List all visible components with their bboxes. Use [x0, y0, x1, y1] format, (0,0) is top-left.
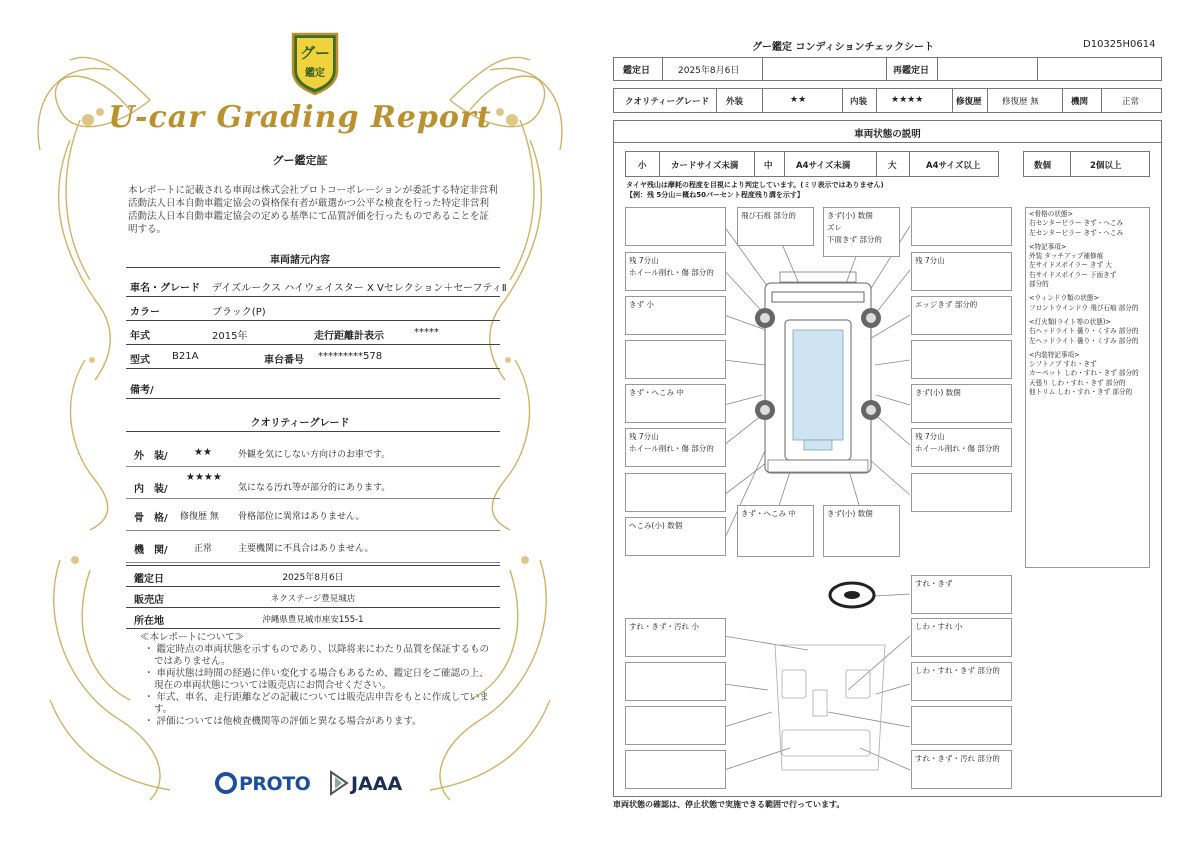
spec-row-name	[126, 274, 507, 297]
spec-row-model	[126, 346, 500, 369]
tire-note-1: タイヤ残山は摩耗の程度を目視により判定しています。(ミリ表示ではありません)	[626, 181, 884, 189]
grade-engine-label: 機 関/	[134, 545, 168, 556]
ext-value: ★★	[790, 95, 807, 105]
interior-box-left-back	[625, 750, 726, 789]
badge-top-text: グー	[299, 44, 330, 62]
grade-row-frame	[126, 504, 500, 531]
grade-exterior-label: 外 装/	[134, 451, 168, 462]
doc-id: D10325H0614	[1083, 39, 1156, 50]
damage-text: すれ・きず・汚れ 部分的	[915, 754, 1000, 763]
date-label: 鑑定日	[623, 66, 651, 76]
special-note-line: 部分的	[1029, 280, 1049, 289]
damage-box-right-mid	[911, 340, 1012, 379]
damage-text: しわ・すれ・きず 部分的	[915, 666, 1000, 675]
remarks-label: 備考/	[130, 385, 154, 396]
interior-box-front-left	[625, 618, 726, 657]
proto-logo-text: PROTO	[239, 773, 311, 795]
appraisal-row-shop	[126, 587, 500, 608]
chassis-label: 車台番号	[264, 355, 304, 366]
note-item: ・ 鑑定時点の車両状態を示すものであり、以降将来にわたり品質を保証するものではありません。	[144, 644, 490, 667]
size-small-desc: カードサイズ未満	[671, 161, 739, 171]
special-note-line: 右ヘッドライト 曇り・くすみ 部分的	[1029, 327, 1139, 336]
damage-box-tire-rl	[625, 428, 726, 467]
engine-value: 正常	[1122, 97, 1140, 107]
damage-box-rear-bumper	[823, 505, 900, 557]
special-note-line: 天張り しわ・すれ・きず 部分的	[1029, 378, 1126, 387]
damage-text: きず 小	[629, 300, 654, 309]
sheet-footer: 車両状態の確認は、停止状態で実施できる範囲で行っています。	[613, 800, 845, 809]
grade-interior-desc: 気になる汚れ等が部分的にあります。	[238, 483, 391, 493]
grade-engine-desc: 主要機関に不具合はありません。	[238, 544, 374, 554]
damage-text: ホイール削れ・傷 部分的	[915, 444, 1000, 453]
interior-box-steering	[911, 575, 1012, 614]
notes-title: ≪本レポートについて≫	[140, 632, 245, 643]
steering-wheel-icon	[830, 583, 874, 607]
badge-shield-icon	[287, 30, 343, 96]
special-note-line: <灯火類(ライト等の状態)>	[1029, 317, 1111, 326]
special-note-line: 右センターピラー きず・へこみ	[1029, 219, 1124, 228]
damage-text: 残 7分山	[915, 432, 945, 441]
address-value: 沖縄県豊見城市座安155-1	[262, 615, 364, 625]
grade-engine-value: 正常	[194, 544, 213, 554]
damage-text: きず(小) 数個	[827, 509, 873, 518]
appraisal-row-address	[126, 608, 500, 629]
note-item: ・ 評価については他検査機関等の評価と異なる場合があります。	[144, 716, 422, 727]
special-note-line: 左センターピラー きず・へこみ	[1029, 228, 1124, 237]
spec-top-rule	[126, 267, 500, 268]
appraisal-date-value: 2025年8月6日	[282, 573, 344, 583]
proto-logo-icon	[215, 772, 237, 794]
count-desc: 2個以上	[1090, 161, 1122, 171]
damage-text: しわ・すれ 小	[915, 622, 963, 631]
repair-value: 修復歴 無	[1002, 97, 1039, 107]
special-note-line: 右サイドスポイラー 下面きず	[1029, 270, 1117, 279]
interior-box-right-rear	[911, 706, 1012, 745]
grade-row-engine	[126, 536, 500, 563]
damage-text: すれ・きず	[915, 579, 953, 588]
special-note-line: 左サイドスポイラー きず 大	[1029, 261, 1112, 270]
count-label: 数個	[1034, 161, 1052, 171]
grade-top-rule	[126, 431, 500, 432]
model-value: B21A	[172, 351, 199, 362]
grade-frame-value: 修復歴 無	[180, 512, 219, 522]
size-large: 大	[888, 161, 897, 171]
special-note-line: カーペット しわ・すれ・きず 部分的	[1029, 369, 1139, 378]
grade-frame-label: 骨 格/	[134, 513, 168, 524]
chassis-value: *********578	[318, 351, 383, 362]
damage-text: へこみ(小) 数個	[629, 521, 683, 530]
int-label: 内装	[850, 97, 868, 107]
model-label: 型式	[130, 355, 150, 366]
damage-text: きず(小) 数個	[915, 388, 961, 397]
damage-text: 下面きず 部分的	[827, 235, 882, 244]
interior-box-left-seat	[625, 662, 726, 701]
size-small: 小	[638, 161, 647, 171]
damage-box-front-left	[625, 207, 726, 246]
appraisal-row-date	[126, 566, 500, 587]
interior-box-right-seat	[911, 662, 1012, 701]
damage-text: 飛び石痕 部分的	[741, 211, 796, 220]
special-note-line: <内装特記事項>	[1029, 350, 1080, 359]
grade-row-exterior	[126, 442, 500, 467]
size-medium-desc: A4サイズ未満	[796, 161, 851, 171]
special-note-line: 左ヘッドライト 曇り・くすみ 部分的	[1029, 336, 1139, 345]
ext-label: 外装	[726, 97, 744, 107]
grade-heading: クオリティーグレード	[250, 418, 350, 429]
shop-value: ネクステージ豊見城店	[270, 594, 356, 604]
footer-logos	[215, 770, 415, 800]
interior-box-left-rear	[625, 706, 726, 745]
interior-box-right-back	[911, 750, 1012, 789]
interior-box-front-right	[911, 618, 1012, 657]
note-item: ・ 年式、車名、走行距離などの記載については販売店申告をもとに作成しています。	[144, 692, 489, 715]
int-value: ★★★★	[891, 95, 924, 105]
jaaa-logo-text: JAAA	[351, 773, 403, 795]
color-label: カラー	[130, 307, 160, 318]
damage-box-tire-fl	[625, 252, 726, 291]
badge-bottom-text: 鑑定	[305, 68, 325, 79]
damage-box-front-bumper	[823, 207, 900, 257]
odo-label: 走行距離計表示	[314, 331, 384, 342]
damage-text: きず(小) 数個	[827, 211, 873, 220]
grade-row-interior	[126, 472, 500, 499]
size-large-desc: A4サイズ以上	[926, 161, 981, 171]
special-note-line: <ウィンドウ類の状態>	[1029, 294, 1099, 303]
script-title: U-car Grading Report	[108, 100, 492, 135]
damage-box-windshield	[737, 207, 814, 246]
sheet-title: グー鑑定 コンディションチェックシート	[752, 42, 935, 53]
damage-box-right-front	[911, 296, 1012, 335]
damage-text: すれ・きず・汚れ 小	[629, 622, 699, 631]
odo-value: *****	[414, 327, 439, 338]
qg-label: クオリティーグレード	[625, 97, 710, 107]
damage-text: 残 7分山	[629, 432, 659, 441]
date-value: 2025年8月6日	[678, 66, 740, 76]
damage-text: 残 7分山	[915, 256, 945, 265]
cert-text: 本レポートに記載される車両は株式会社プロトコーポレーションが委託する特定非営利活動法人日本自動車鑑定協会の資格保有者が厳選かつ公平な検査を行った特定非営利活動法人日本自動車鑑定協会の定める基準にて品質評価を行ったものであることを証明する。	[128, 185, 498, 235]
special-note-line: <特記事項>	[1029, 242, 1067, 251]
damage-box-left-rear	[625, 384, 726, 423]
condition-sheet-page	[600, 0, 1200, 848]
special-note-line: シフトノブ すれ・きず	[1029, 360, 1097, 369]
special-note-line: 他トリム しわ・すれ・きず 部分的	[1029, 388, 1133, 397]
grade-exterior-value: ★★	[194, 447, 212, 458]
grade-interior-value: ★★★★	[186, 472, 222, 483]
size-medium: 中	[764, 161, 773, 171]
damage-text: ホイール削れ・傷 部分的	[629, 444, 714, 453]
spec-heading: 車両諸元内容	[270, 255, 330, 266]
spec-row-year	[126, 322, 500, 345]
grade-exterior-desc: 外観を気にしない方向けのお車です。	[238, 450, 391, 460]
damage-box-left-front	[625, 296, 726, 335]
damage-box-front-right	[911, 207, 1012, 246]
grade-frame-desc: 骨格部位に異常はありません。	[238, 512, 365, 522]
spec-row-remarks	[126, 376, 500, 399]
appraisal-date-label: 鑑定日	[134, 574, 164, 585]
damage-box-rear-right	[911, 473, 1012, 512]
damage-text: きず・へこみ 中	[629, 388, 684, 397]
special-note-line: <骨格の状態>	[1029, 210, 1074, 218]
damage-box-left-mid	[625, 340, 726, 379]
reappraisal-label: 再鑑定日	[893, 66, 930, 76]
special-notes-panel	[1025, 207, 1150, 568]
address-label: 所在地	[134, 616, 164, 627]
shop-label: 販売店	[134, 595, 164, 606]
year-label: 年式	[130, 331, 150, 342]
repair-label: 修復歴	[956, 97, 982, 107]
damage-text: ホイール削れ・傷 部分的	[629, 268, 714, 277]
damage-box-tire-fr	[911, 252, 1012, 291]
note-item: ・ 車両状態は時間の経過に伴い変化する場合もあるため、鑑定日をご確認の上、現在の車両状態については販売店にお問合せください。	[144, 668, 489, 691]
year-value: 2015年	[212, 331, 248, 342]
damage-text: エッジきず 部分的	[915, 300, 978, 309]
cert-heading: グー鑑定証	[272, 154, 328, 167]
damage-text: 残 7分山	[629, 256, 659, 265]
jaaa-logo-icon	[329, 770, 349, 796]
color-value: ブラック(P)	[212, 307, 266, 318]
special-note-line: フロントウインドウ 飛び石痕 部分的	[1029, 303, 1139, 312]
name-value: デイズルークス ハイウェイスター X Vセレクション＋セーフティⅡ	[212, 283, 507, 294]
condition-title: 車両状態の説明	[854, 129, 921, 140]
damage-box-right-rear	[911, 384, 1012, 423]
grade-interior-label: 内 装/	[134, 484, 168, 495]
name-label: 車名・グレード	[130, 283, 200, 294]
damage-box-rear-left-upper	[625, 473, 726, 512]
damage-box-rear-left	[625, 517, 726, 556]
damage-text: ズレ	[827, 223, 842, 232]
special-note-line: 外装 タッチアップ補修痕	[1029, 252, 1104, 261]
engine-label: 機関	[1071, 97, 1089, 107]
spec-row-color	[126, 298, 500, 321]
damage-box-tire-rr	[911, 428, 1012, 467]
tire-note-2: 【例：残 5分山＝概ね50パーセント程度残り溝を示す】	[626, 191, 804, 199]
goo-kantei-badge	[287, 30, 343, 96]
damage-box-rear-left-bottom	[737, 505, 814, 557]
report-notes	[140, 632, 490, 728]
damage-text: きず・へこみ 中	[741, 509, 796, 518]
